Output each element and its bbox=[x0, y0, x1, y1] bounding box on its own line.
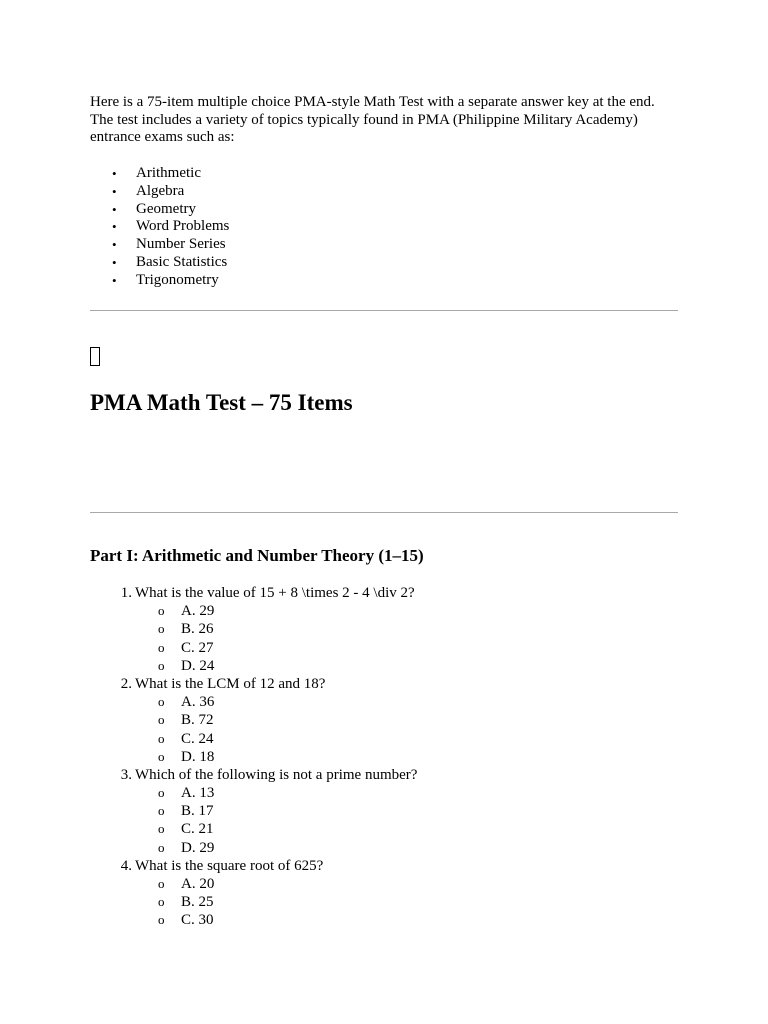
question-text: What is the LCM of 12 and 18? bbox=[135, 675, 326, 692]
circle-bullet-icon: o bbox=[158, 821, 165, 837]
bullet-icon: • bbox=[112, 272, 117, 288]
bullet-icon: • bbox=[112, 166, 117, 181]
question-item bbox=[110, 766, 417, 857]
answer-option bbox=[110, 784, 417, 802]
answer-option bbox=[110, 875, 417, 893]
topic-label: Arithmetic bbox=[136, 165, 201, 181]
option-text: A. 29 bbox=[181, 603, 215, 620]
intro-line-2: The test includes a variety of topics typically found in PMA (Philippine Military Academy) bbox=[90, 111, 638, 128]
circle-bullet-icon: o bbox=[158, 730, 165, 746]
answer-option bbox=[110, 839, 417, 857]
answer-option bbox=[110, 748, 417, 766]
answer-option bbox=[110, 711, 417, 729]
circle-bullet-icon: o bbox=[158, 912, 165, 928]
question-number: 3. bbox=[120, 766, 132, 783]
question-number: 1. bbox=[120, 585, 132, 601]
section-heading: Part I: Arithmetic and Number Theory (1–15) bbox=[90, 546, 424, 565]
option-text: C. 24 bbox=[181, 730, 214, 747]
intro-line-3: entrance exams such as: bbox=[90, 129, 235, 145]
topic-item bbox=[112, 254, 229, 272]
answer-option bbox=[110, 893, 417, 911]
option-text: C. 27 bbox=[181, 639, 214, 656]
bullet-icon: • bbox=[112, 219, 117, 235]
option-text: D. 18 bbox=[181, 748, 215, 765]
circle-bullet-icon: o bbox=[158, 894, 165, 910]
intro-line-1: Here is a 75-item multiple choice PMA-style Math Test with a separate answer key at the end. bbox=[90, 94, 655, 110]
option-text: A. 36 bbox=[181, 694, 215, 711]
question-item bbox=[110, 675, 417, 766]
bullet-icon: • bbox=[112, 183, 117, 199]
answer-option bbox=[110, 730, 417, 748]
option-text: A. 20 bbox=[181, 876, 215, 892]
intro-paragraph bbox=[90, 94, 690, 147]
option-text: B. 25 bbox=[181, 894, 214, 911]
topic-label: Word Problems bbox=[136, 218, 230, 235]
question-text: Which of the following is not a prime number? bbox=[135, 766, 418, 783]
question-number: 4. bbox=[120, 857, 132, 874]
circle-bullet-icon: o bbox=[158, 657, 165, 673]
circle-bullet-icon: o bbox=[158, 803, 165, 819]
circle-bullet-icon: o bbox=[158, 639, 165, 655]
question-text: What is the value of 15 + 8 \times 2 - 4 \div 2? bbox=[135, 585, 415, 601]
circle-bullet-icon: o bbox=[158, 748, 165, 764]
circle-bullet-icon: o bbox=[158, 694, 165, 710]
topic-list bbox=[112, 165, 229, 290]
topic-item bbox=[112, 272, 229, 290]
question-list bbox=[110, 584, 417, 930]
question-item bbox=[110, 857, 417, 930]
option-text: A. 13 bbox=[181, 785, 215, 802]
topic-item bbox=[112, 218, 229, 236]
option-list bbox=[110, 875, 417, 930]
topic-label: Number Series bbox=[136, 236, 226, 253]
option-text: B. 26 bbox=[181, 621, 214, 638]
option-text: C. 21 bbox=[181, 821, 214, 838]
option-list bbox=[110, 602, 417, 675]
option-text: D. 29 bbox=[181, 839, 215, 856]
horizontal-divider bbox=[90, 512, 678, 513]
topic-label: Trigonometry bbox=[136, 271, 219, 288]
option-text: B. 72 bbox=[181, 712, 214, 729]
topic-item bbox=[112, 201, 229, 219]
circle-bullet-icon: o bbox=[158, 839, 165, 855]
topic-item bbox=[112, 165, 229, 183]
answer-option bbox=[110, 820, 417, 838]
missing-glyph-box-icon bbox=[90, 347, 100, 366]
topic-label: Geometry bbox=[136, 200, 196, 217]
topic-item bbox=[112, 236, 229, 254]
circle-bullet-icon: o bbox=[158, 712, 165, 728]
answer-option bbox=[110, 657, 417, 675]
topic-label: Algebra bbox=[136, 182, 185, 199]
circle-bullet-icon: o bbox=[158, 621, 165, 637]
question-number: 2. bbox=[120, 675, 132, 692]
circle-bullet-icon: o bbox=[158, 785, 165, 801]
question-text: What is the square root of 625? bbox=[135, 857, 324, 874]
bullet-icon: • bbox=[112, 201, 117, 217]
option-text: D. 24 bbox=[181, 657, 215, 674]
circle-bullet-icon: o bbox=[158, 876, 165, 891]
answer-option bbox=[110, 620, 417, 638]
page-title: PMA Math Test – 75 Items bbox=[90, 390, 353, 415]
topic-label: Basic Statistics bbox=[136, 253, 228, 270]
option-text: B. 17 bbox=[181, 803, 214, 820]
circle-bullet-icon: o bbox=[158, 603, 165, 619]
topic-item bbox=[112, 183, 229, 201]
option-list bbox=[110, 784, 417, 857]
answer-option bbox=[110, 802, 417, 820]
question-item bbox=[110, 584, 417, 675]
option-list bbox=[110, 693, 417, 766]
answer-option bbox=[110, 693, 417, 711]
option-text: C. 30 bbox=[181, 912, 214, 929]
answer-option bbox=[110, 602, 417, 620]
bullet-icon: • bbox=[112, 237, 117, 253]
answer-option bbox=[110, 639, 417, 657]
horizontal-divider bbox=[90, 310, 678, 311]
bullet-icon: • bbox=[112, 254, 117, 270]
answer-option bbox=[110, 911, 417, 929]
